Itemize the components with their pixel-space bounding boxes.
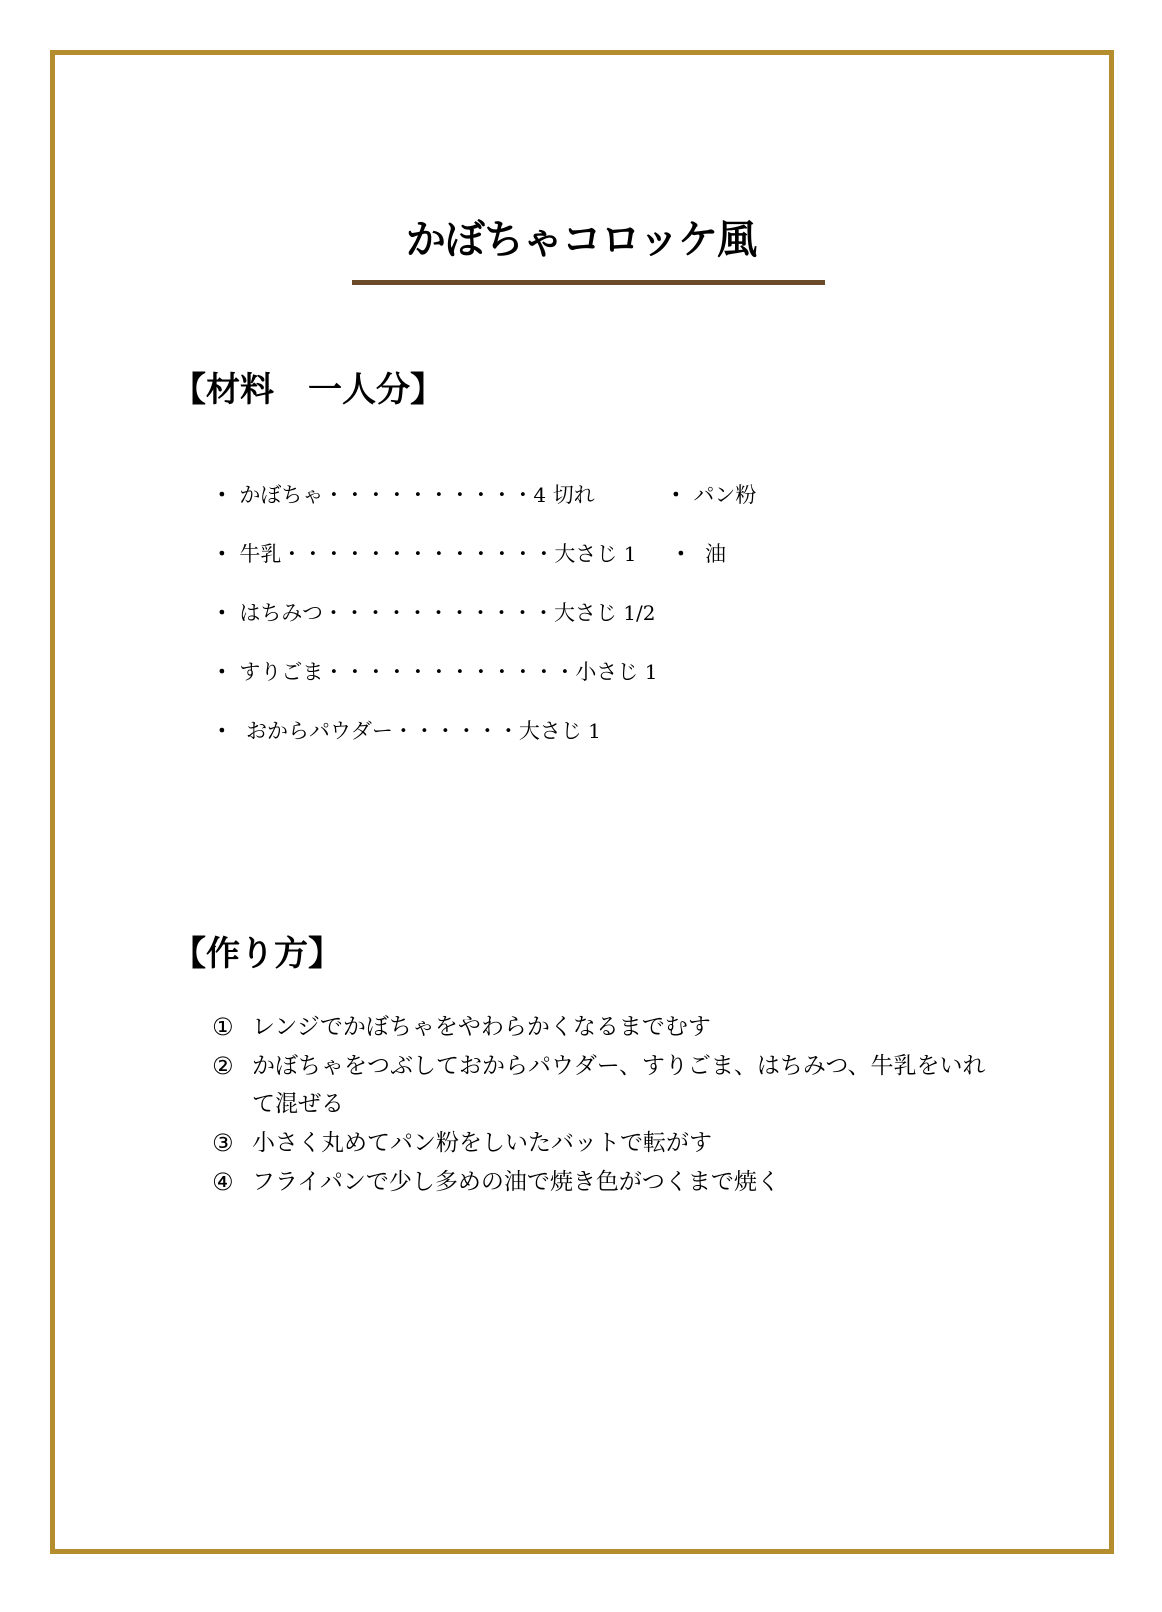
ingredient-item xyxy=(652,450,756,510)
step-text: 小さく丸めてパン粉をしいたバットで転がす xyxy=(252,1130,712,1156)
ingredient-label: はちみつ・・・・・・・・・・・大さじ xyxy=(239,601,617,625)
step-item xyxy=(212,1047,992,1123)
bullet: ・ xyxy=(211,719,233,743)
ingredient-label: おからパウダー・・・・・・大さじ xyxy=(239,719,582,743)
ingredient-item xyxy=(198,686,601,746)
step-text: かぼちゃをつぶしておからパウダー、すりごま、はちみつ、牛乳をいれて混ぜる xyxy=(252,1053,986,1117)
recipe-title: かぼちゃコロッケ風 xyxy=(405,217,757,263)
ingredient-item xyxy=(198,568,656,628)
bullet: ・ xyxy=(665,483,687,507)
ingredient-item xyxy=(657,509,726,569)
ingredient-item xyxy=(198,627,657,687)
page-frame xyxy=(50,50,1114,1554)
ingredients-heading: 【材料 一人分】 xyxy=(172,370,444,410)
step-item xyxy=(212,1163,992,1201)
ingredient-label: 油 xyxy=(698,542,727,566)
method-heading: 【作り方】 xyxy=(172,934,342,974)
ingredient-amount: 1/2 xyxy=(616,601,656,625)
ingredient-label: パン粉 xyxy=(693,483,757,507)
step-text: フライパンで少し多めの油で焼き色がつくまで焼く xyxy=(252,1169,780,1195)
bullet: ・ xyxy=(211,660,233,684)
title-underline xyxy=(352,280,825,285)
ingredient-label: 牛乳・・・・・・・・・・・・・大さじ xyxy=(239,542,618,566)
ingredient-amount: 1 xyxy=(617,542,637,566)
ingredient-amount: 4 xyxy=(533,483,547,507)
ingredient-amount: 1 xyxy=(638,660,658,684)
bullet: ・ xyxy=(211,483,233,507)
step-item xyxy=(212,1008,992,1046)
ingredient-amount: 1 xyxy=(581,719,601,743)
bullet: ・ xyxy=(670,542,692,566)
ingredient-label: すりごま・・・・・・・・・・・・小さじ xyxy=(239,660,639,684)
step-number: ② xyxy=(212,1052,234,1080)
step-number: ④ xyxy=(212,1168,234,1196)
ingredient-item xyxy=(198,450,595,510)
step-item xyxy=(212,1124,992,1162)
ingredient-item xyxy=(198,509,636,569)
step-number: ① xyxy=(212,1013,234,1041)
bullet: ・ xyxy=(211,601,233,625)
step-number: ③ xyxy=(212,1129,234,1157)
ingredient-label: かぼちゃ・・・・・・・・・・ xyxy=(239,483,534,507)
ingredient-unit: 切れ xyxy=(546,483,595,507)
bullet: ・ xyxy=(211,542,233,566)
step-text: レンジでかぼちゃをやわらかくなるまでむす xyxy=(252,1014,711,1040)
